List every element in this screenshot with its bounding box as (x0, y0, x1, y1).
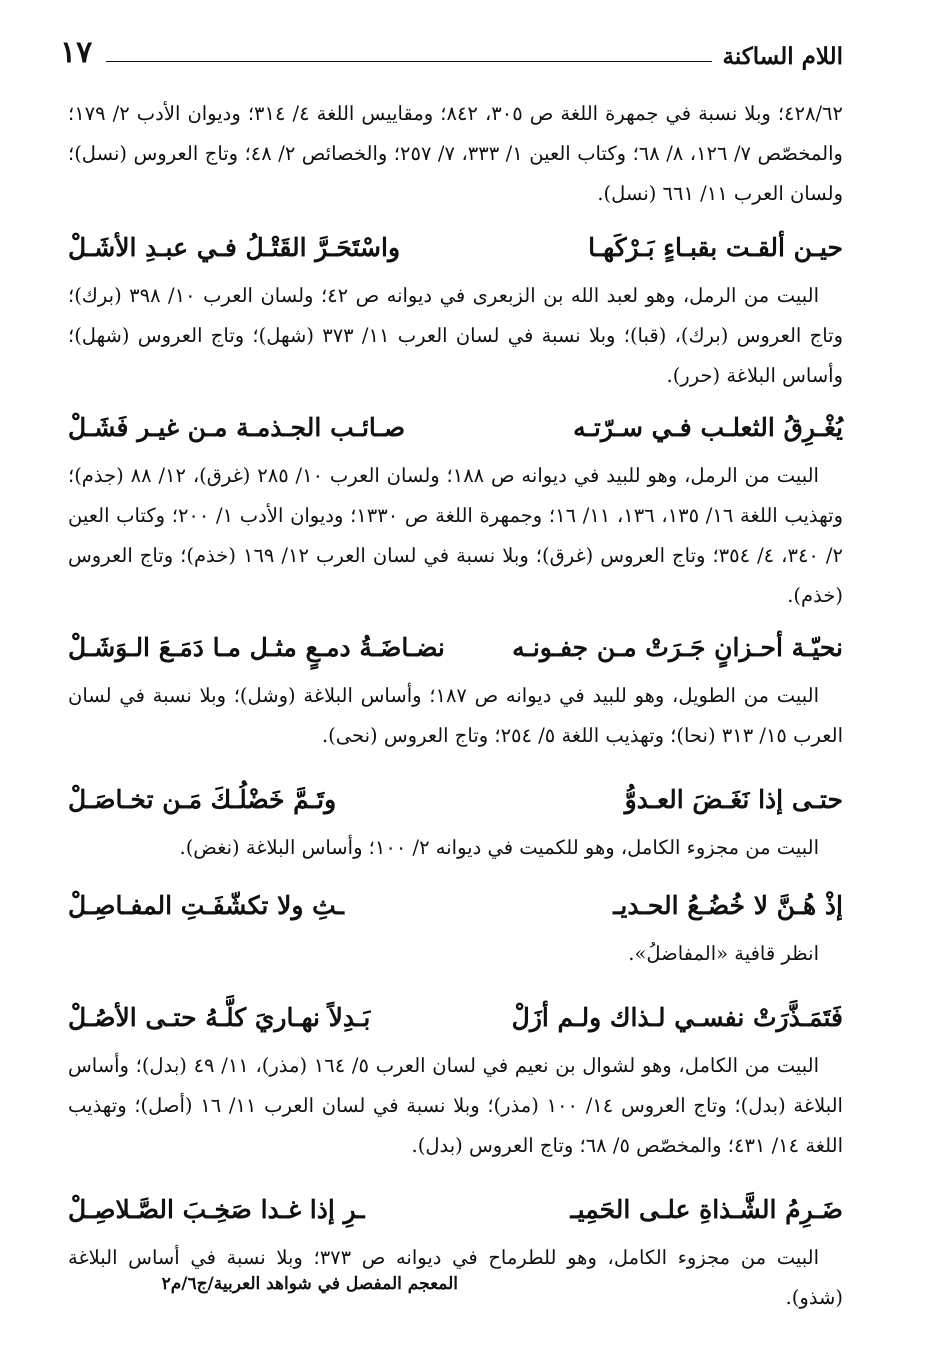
verse-second-hemistich: نضـاضَـةُ دمـعٍ مثـل مـا دَمَـعَ الـوَشَـلْ (68, 633, 445, 662)
verse-line (68, 1182, 843, 1238)
entry (68, 1182, 843, 1318)
verse-second-hemistich: ـثِ ولا تكشّفَـتِ المفـاصِـلْ (68, 891, 344, 920)
verse-second-hemistich: واسْتَحَـرَّ القَتْـلُ فـي عبـدِ الأشَـلْ (68, 233, 401, 262)
entry (68, 772, 843, 868)
verse-first-hemistich: حتـى إذا نَغَـضَ العـدوُّ (624, 785, 843, 814)
page-content (68, 94, 843, 1318)
verse-second-hemistich: بَـدِلاً نهـاريَ كلَّـهُ حتـى الأصُـلْ (68, 1003, 371, 1032)
verse-line (68, 878, 843, 934)
header-rule (106, 61, 712, 62)
verse-note: انظر قافية «المفاضلُ». (628, 942, 819, 965)
entry (68, 620, 843, 756)
entry (68, 878, 843, 974)
page-number: ١٧ (60, 35, 93, 70)
verse-note: البيت من الطويل، وهو للبيد في ديوانه ص ١٨٧؛ وأساس البلاغة (وشل)؛ وبلا نسبة في لسان العرب ١٥/ ٣١٣ (نحا)؛ وتهذيب اللغة ٥/ ٢٥٤؛ وتاج العروس (نحى). (68, 684, 843, 747)
verse-first-hemistich: يُغْـرِقُ الثعلـب فـي سـرّتـه (573, 413, 843, 442)
verse-line (68, 772, 843, 828)
verse-note: البيت من الرمل، وهو للبيد في ديوانه ص ١٨٨؛ ولسان العرب ١٠/ ٢٨٥ (غرق)، ١٢/ ٨٨ (جذم)؛ وتهذيب اللغة ١٦/ ١٣٥، ١٣٦، ١١/ ١٦؛ وجمهرة اللغة ص ١٣٣٠؛ وديوان الأدب ١/ ٢٠٠؛ وكتاب العين ٢/ ٣٤٠، ٤/ ٣٥٤؛ وتاج العروس (غرق)؛ وبلا نسبة في لسان العرب ١٢/ ١٦٩ (خذم)؛ وتاج العروس (خذم). (68, 464, 843, 607)
verse-second-hemistich: صـائـب الجـذمـة مـن غيـر فَشَـلْ (68, 413, 406, 442)
verse-first-hemistich: فَتَمَـذَّرَتْ نفسـي لـذاك ولـم أزَلْ (511, 1003, 843, 1032)
verse-line (68, 220, 843, 276)
verse-second-hemistich: ـرِ إذا غـدا صَخِـبَ الصَّـلاصِـلْ (68, 1195, 365, 1224)
entry (68, 220, 843, 396)
verse-note: البيت من مجزوء الكامل، وهو للكميت في ديوانه ٢/ ١٠٠؛ وأساس البلاغة (نغض). (179, 836, 819, 859)
verse-line (68, 400, 843, 456)
intro-paragraph: ٤٢٨/٦٢؛ وبلا نسبة في جمهرة اللغة ص ٣٠٥، ٨٤٢؛ ومقاييس اللغة ٤/ ٣١٤؛ وديوان الأدب ٢/ ١٧٩؛ والمخصّص ٧/ ١٢٦، ٨/ ٦٨؛ وكتاب العين ١/ ٣٣٣، ٧/ ٢٥٧؛ والخصائص ٢/ ٤٨؛ وتاج العروس (نسل)؛ ولسان العرب ١١/ ٦٦١ (نسل). (68, 102, 843, 205)
verse-line (68, 990, 843, 1046)
verse-first-hemistich: حيـن ألقـت بقبـاءٍ بَـرْكَهـا (588, 233, 843, 262)
book-footer: المعجم المفصل في شواهد العربية/ج٦/م٢ (161, 1274, 458, 1294)
verse-line (68, 620, 843, 676)
chapter-title: اللام الساكنة (722, 43, 843, 70)
verse-first-hemistich: نحيّـة أحـزانٍ جَـرَتْ مـن جفـونـه (512, 633, 843, 662)
verse-note: البيت من الرمل، وهو لعبد الله بن الزبعرى في ديوانه ص ٤٢؛ ولسان العرب ١٠/ ٣٩٨ (برك)؛ وتاج العروس (برك)، (قبا)؛ وبلا نسبة في لسان العرب ١١/ ٣٧٣ (شهل)؛ وتاج العروس (شهل)؛ وأساس البلاغة (حرر). (68, 284, 843, 387)
entry (68, 990, 843, 1166)
verse-first-hemistich: إذْ هُـنَّ لا خُضُـعُ الحـديـ (613, 891, 843, 920)
running-header (60, 32, 843, 70)
verse-first-hemistich: ضَـرِمُ الشَّـذاةِ علـى الحَمِيـ (570, 1195, 843, 1224)
verse-note: البيت من مجزوء الكامل، وهو للطرماح في ديوانه ص ٣٧٣؛ وبلا نسبة في أساس البلاغة (شذو). (68, 1246, 843, 1309)
verse-second-hemistich: وتَـمَّ خَضْلُـكَ مَـن تخـاصَـلْ (68, 785, 337, 814)
verse-note: البيت من الكامل، وهو لشوال بن نعيم في لسان العرب ٥/ ١٦٤ (مذر)، ١١/ ٤٩ (بدل)؛ وأساس البلاغة (بدل)؛ وتاج العروس ١٤/ ١٠٠ (مذر)؛ وبلا نسبة في لسان العرب ١١/ ١٦ (أصل)؛ وتهذيب اللغة ١٤/ ٤٣١؛ والمخصّص ٥/ ٦٨؛ وتاج العروس (بدل). (68, 1054, 843, 1157)
entry (68, 400, 843, 616)
